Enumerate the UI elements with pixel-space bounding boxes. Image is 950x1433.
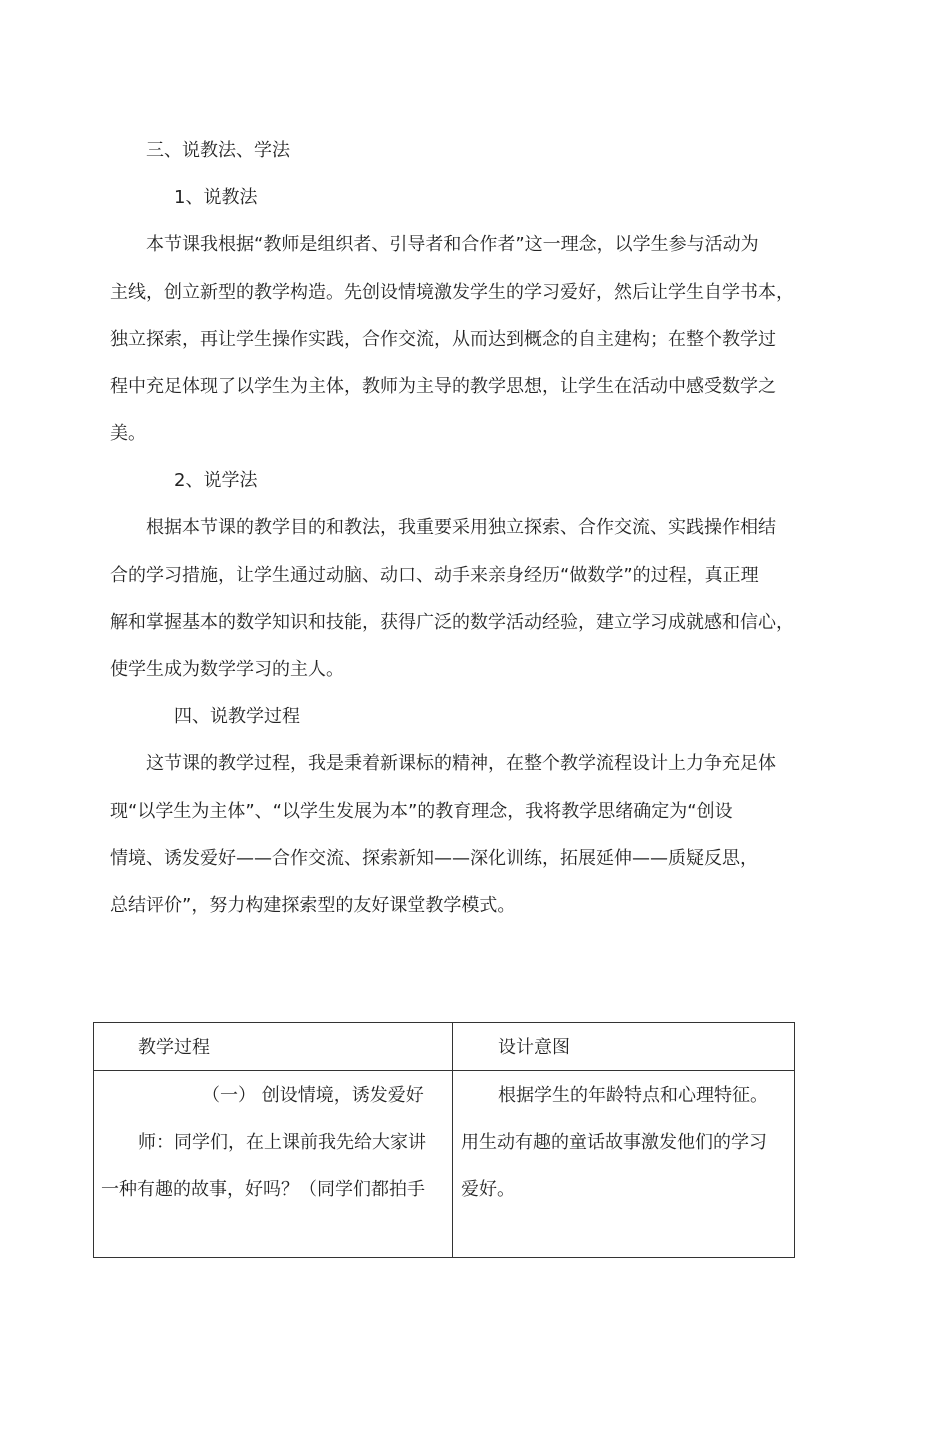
section4-heading: 四、说教学过程 xyxy=(174,706,300,727)
lesson-table xyxy=(93,1022,792,1258)
sub1-paragraph-line: 程中充足体现了以学生为主体，教师为主导的教学思想，让学生在活动中感受数学之 xyxy=(110,376,776,397)
sub2-paragraph-line: 合的学习措施，让学生通过动脑、动口、动手来亲身经历“做数学”的过程，真正理 xyxy=(110,565,759,586)
section4-paragraph-line: 总结评价”，努力构建探索型的友好课堂教学模式。 xyxy=(110,895,516,916)
sub1-paragraph-line: 独立探索，再让学生操作实践，合作交流，从而达到概念的自主建构；在整个教学过 xyxy=(110,329,776,350)
sub2-paragraph-line: 解和掌握基本的数学知识和技能，获得广泛的数学活动经验，建立学习成就感和信心， xyxy=(110,612,794,633)
intent-line: 根据学生的年龄特点和心理特征。 xyxy=(498,1085,768,1106)
sub1-paragraph-line: 主线，创立新型的教学构造。先创设情境激发学生的学习爱好，然后让学生自学书本， xyxy=(110,282,794,303)
table-header-row xyxy=(94,1023,795,1071)
sub1-heading: 1、说教法 xyxy=(174,187,258,208)
intent-line: 爱好。 xyxy=(461,1179,515,1200)
sub2-paragraph-line: 使学生成为数学学习的主人。 xyxy=(110,659,344,680)
sub2-paragraph-line: 根据本节课的教学目的和教法，我重要采用独立探索、合作交流、实践操作相结 xyxy=(146,517,776,538)
section3-heading: 三、说教法、学法 xyxy=(146,140,290,161)
process-title: （一） 创设情境，诱发爱好 xyxy=(202,1085,424,1106)
section4-paragraph-line: 情境、诱发爱好——合作交流、探索新知——深化训练，拓展延伸——质疑反思， xyxy=(110,848,758,869)
sub1-paragraph-line: 本节课我根据“教师是组织者、引导者和合作者”这一理念，以学生参与活动为 xyxy=(146,234,759,255)
intent-line: 用生动有趣的童话故事激发他们的学习 xyxy=(461,1132,767,1153)
section4-paragraph-line: 这节课的教学过程，我是秉着新课标的精神，在整个教学流程设计上力争充足体 xyxy=(146,753,776,774)
process-line: 师：同学们，在上课前我先给大家讲 xyxy=(138,1132,426,1153)
header-cell-intent xyxy=(453,1023,795,1071)
header-intent-label: 设计意图 xyxy=(498,1037,570,1058)
header-process-label: 教学过程 xyxy=(138,1037,210,1058)
sub1-paragraph-line: 美。 xyxy=(110,423,146,444)
section4-paragraph-line: 现“以学生为主体”、“以学生发展为本”的教育理念，我将教学思绪确定为“创设 xyxy=(110,801,733,822)
intent-cell xyxy=(453,1071,795,1258)
process-cell xyxy=(94,1071,453,1258)
header-cell-process xyxy=(94,1023,453,1071)
process-line: 一种有趣的故事，好吗？（同学们都拍手 xyxy=(101,1179,425,1200)
table-row xyxy=(94,1071,795,1258)
sub2-heading: 2、说学法 xyxy=(174,470,258,491)
